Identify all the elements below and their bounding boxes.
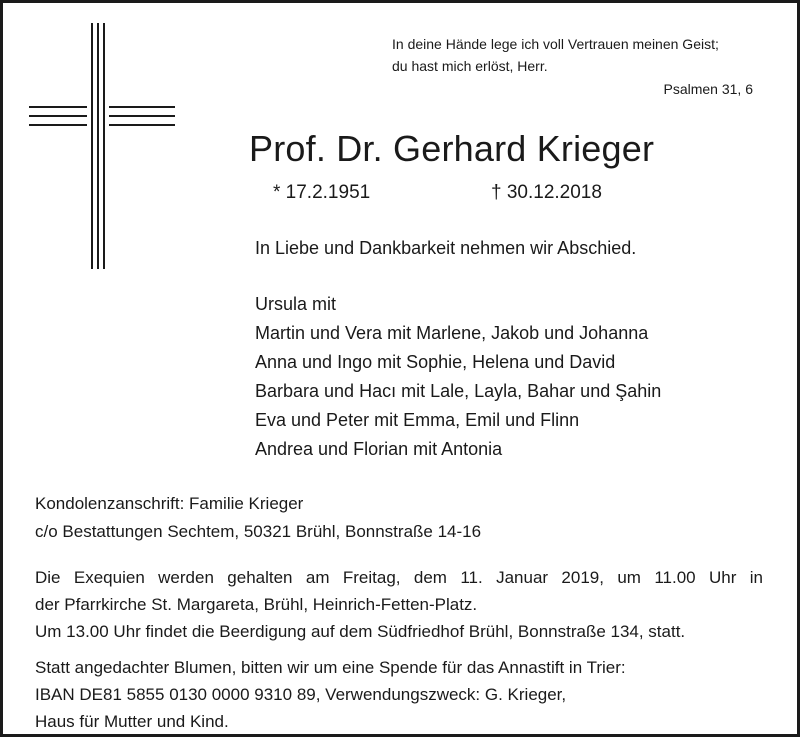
donation-line: IBAN DE81 5855 0130 0000 9310 89, Verwendungszweck: G. Krieger, bbox=[35, 685, 567, 704]
quote-line: du hast mich erlöst, Herr. bbox=[392, 58, 548, 74]
services-line: Um 13.00 Uhr findet die Beerdigung auf dem Südfriedhof Brühl, Bonnstraße 134, statt. bbox=[35, 622, 686, 641]
deceased-name: Prof. Dr. Gerhard Krieger bbox=[249, 128, 655, 169]
mourners-list bbox=[255, 290, 661, 464]
mourner-line: Ursula mit bbox=[255, 294, 337, 314]
funeral-services bbox=[35, 564, 763, 645]
address-line: Kondolenzanschrift: Familie Krieger bbox=[35, 494, 304, 513]
bible-quote bbox=[392, 33, 719, 77]
condolence-address bbox=[35, 490, 481, 546]
cross-icon bbox=[29, 23, 175, 269]
quote-source: Psalmen 31, 6 bbox=[663, 81, 753, 97]
mourner-line: Barbara und Hacı mit Lale, Layla, Bahar und Şahin bbox=[255, 381, 662, 401]
address-line: c/o Bestattungen Sechtem, 50321 Brühl, Bonnstraße 14-16 bbox=[35, 522, 482, 541]
donation-line: Haus für Mutter und Kind. bbox=[35, 712, 229, 731]
services-line: Die Exequien werden gehalten am Freitag, dem 11. Januar 2019, um 11.00 Uhr in bbox=[35, 568, 763, 587]
mourner-line: Eva und Peter mit Emma, Emil und Flinn bbox=[255, 410, 580, 430]
mourner-line: Martin und Vera mit Marlene, Jakob und Johanna bbox=[255, 323, 649, 343]
donation-line: Statt angedachter Blumen, bitten wir um eine Spende für das Annastift in Trier: bbox=[35, 658, 626, 677]
services-line: der Pfarrkirche St. Margareta, Brühl, Heinrich-Fetten-Platz. bbox=[35, 595, 478, 614]
donation-request bbox=[35, 654, 626, 735]
quote-line: In deine Hände lege ich voll Vertrauen meinen Geist; bbox=[392, 36, 719, 52]
mourner-line: Andrea und Florian mit Antonia bbox=[255, 439, 503, 459]
death-date: † 30.12.2018 bbox=[491, 182, 602, 203]
mourner-line: Anna und Ingo mit Sophie, Helena und David bbox=[255, 352, 616, 372]
birth-date: * 17.2.1951 bbox=[273, 182, 371, 203]
farewell-text: In Liebe und Dankbarkeit nehmen wir Abschied. bbox=[255, 238, 637, 258]
